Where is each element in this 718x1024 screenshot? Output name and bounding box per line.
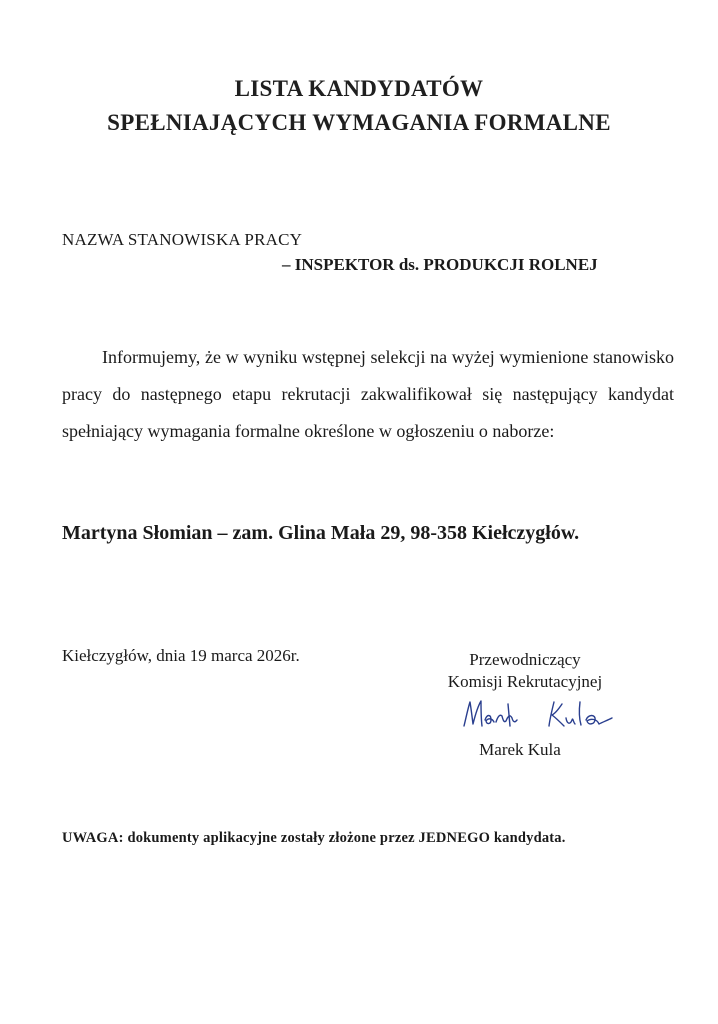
position-value: – INSPEKTOR ds. PRODUKCJI ROLNEJ (282, 255, 598, 274)
document-title-line-1: LISTA KANDYDATÓW (234, 76, 484, 101)
signer-name: Marek Kula (479, 740, 561, 759)
information-paragraph: Informujemy, że w wyniku wstępnej selekcji na wyżej wymienione stanowisko pracy do następnego etapu rekrutacji zakwalifikował się następujący kandydat spełniający wymagania formalne określone w ogłoszeniu o naborze: (62, 347, 674, 441)
committee-title (420, 649, 630, 693)
committee-title-line-2: Komisji Rekrutacyjnej (447, 672, 603, 691)
handwritten-signature (458, 696, 628, 732)
note-remark: UWAGA: dokumenty aplikacyjne zostały złożone przez JEDNEGO kandydata. (62, 830, 566, 846)
committee-title-line-1: Przewodniczący (469, 650, 581, 669)
candidate-line: Martyna Słomian – zam. Glina Mała 29, 98-358 Kiełczygłów. (62, 522, 580, 544)
place-and-date: Kiełczygłów, dnia 19 marca 2026r. (62, 646, 300, 665)
document-title-line-2: SPEŁNIAJĄCYCH WYMAGANIA FORMALNE (107, 110, 611, 135)
position-label: NAZWA STANOWISKA PRACY (62, 230, 303, 249)
